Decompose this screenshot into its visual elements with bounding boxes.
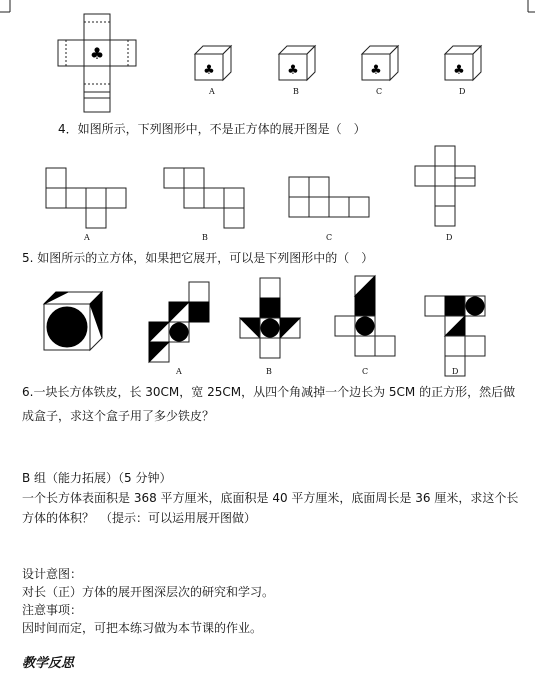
q3-net-figure: [58, 14, 148, 114]
q5-question: 5. 如图所示的立方体，如果把它展开，可以是下列图形中的（ ）: [22, 251, 374, 265]
q4-question: 4．如图所示，下列图形中，不是正方体的展开图是（ ）: [58, 122, 366, 136]
club-icon: ♣: [89, 44, 105, 63]
q5-cube: [44, 292, 114, 362]
q6-line-1: 6.一块长方体铁皮，长 30CM，宽 25CM，从四个角减掉一个边长为 5CM 的正方形，然后做: [22, 385, 516, 399]
group-b-title: B 组（能力拓展）（5 分钟）: [22, 471, 172, 485]
q3-cube-d: [445, 46, 485, 96]
q4-option-label-b: B: [202, 233, 208, 242]
notes-label: 注意事项：: [22, 603, 83, 617]
q4-net-c: [289, 177, 389, 247]
q5-option-label-a: A: [176, 367, 182, 376]
design-intent-text: 对长（正）方体的展开图深层次的研究和学习。: [22, 585, 275, 599]
corner-mark-left: [0, 0, 20, 20]
option-label-b: B: [293, 87, 299, 96]
group-b-line-2: 方体的体积？ （提示：可以运用展开图做）: [22, 511, 257, 525]
option-label-c: C: [376, 87, 383, 96]
svg-text:♣: ♣: [203, 63, 215, 78]
q6-line-2: 成盒子，求这个盒子用了多少铁皮？: [22, 409, 215, 423]
option-label-d: D: [459, 87, 466, 96]
q5-option-label-c: C: [362, 367, 369, 376]
q5-net-c: [335, 276, 405, 356]
svg-text:♣: ♣: [453, 63, 465, 78]
q3-cube-a: [195, 46, 235, 96]
q5-net-b: [240, 278, 310, 358]
q5-option-label-d: D: [452, 367, 459, 376]
option-label-a: A: [209, 87, 215, 96]
q3-cube-b: [279, 46, 319, 96]
svg-text:♣: ♣: [370, 63, 382, 78]
design-intent-label: 设计意图：: [22, 567, 83, 581]
svg-text:♣: ♣: [287, 63, 299, 78]
q5-net-d: [425, 296, 495, 376]
notes-text: 因时间而定，可把本练习做为本节课的作业。: [22, 621, 263, 635]
q4-net-a: [46, 168, 146, 238]
q4-option-label-a: A: [84, 233, 90, 242]
q4-option-label-c: C: [326, 233, 333, 242]
q4-option-label-d: D: [446, 233, 453, 242]
teaching-reflection-heading: 教学反思: [22, 656, 75, 671]
corner-mark-right: [520, 0, 535, 20]
q3-cube-c: [362, 46, 402, 96]
q5-net-a: [149, 282, 219, 362]
q4-net-b: [164, 168, 264, 238]
group-b-line-1: 一个长方体表面积是 368 平方厘米，底面积是 40 平方厘米，底面周长是 36 厘米，求这个长: [22, 491, 519, 505]
q5-option-label-b: B: [266, 367, 272, 376]
q4-net-d: [415, 146, 495, 236]
